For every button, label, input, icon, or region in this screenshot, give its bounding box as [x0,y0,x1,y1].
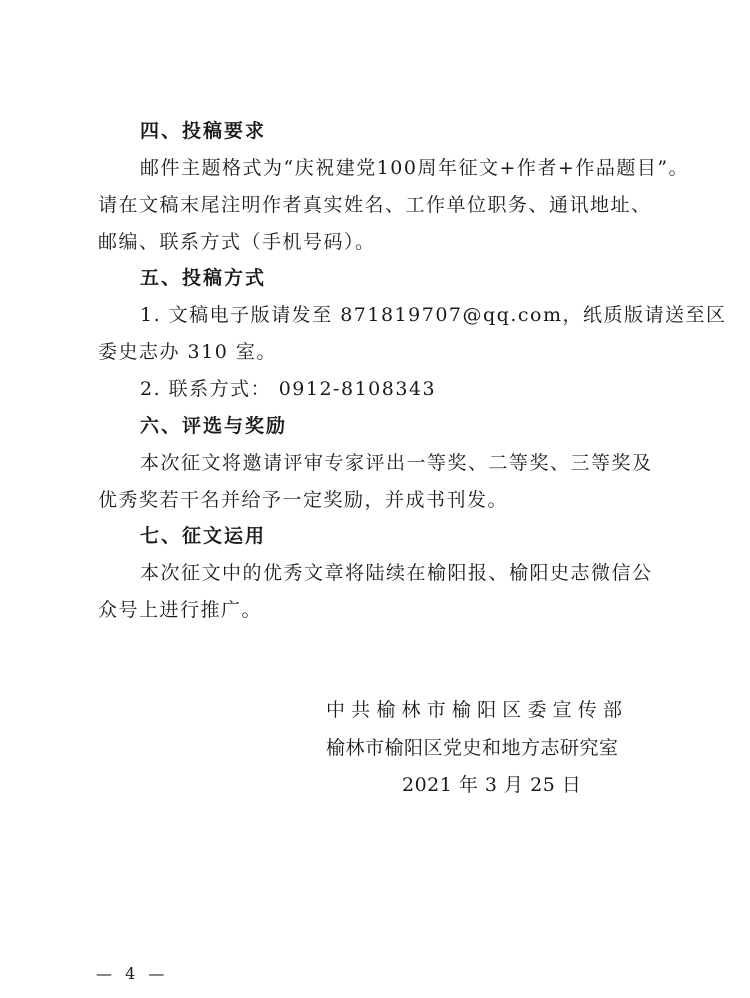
paragraph-line: 本次征文将邀请评审专家评出一等奖、二等奖、三等奖及 [140,452,653,474]
paragraph-line: 委史志办 310 室。 [98,341,277,363]
paragraph-line: 2. 联系方式： 0912-8108343 [140,378,437,400]
section-heading-selection-awards: 六、评选与奖励 [140,415,288,437]
paragraph-line: 邮件主题格式为“庆祝建党100周年征文+作者+作品题目”。 [140,157,690,179]
signature-date: 2021 年 3 月 25 日 [402,774,582,796]
section-heading-essay-usage: 七、征文运用 [140,525,267,547]
paragraph-line: 众号上进行推广。 [98,599,263,621]
section-heading-submission-requirements: 四、投稿要求 [140,120,267,142]
page-number: — 4 — [96,964,169,983]
paragraph-line: 请在文稿末尾注明作者真实姓名、工作单位职务、通讯地址、 [98,194,652,216]
paragraph-line: 邮编、联系方式（手机号码）。 [98,231,376,253]
paragraph-line: 1. 文稿电子版请发至 871819707@qq.com，纸质版请送至区 [140,304,727,326]
signature-organization-propaganda: 中共榆林市榆阳区委宣传部 [326,699,624,721]
paragraph-line: 本次征文中的优秀文章将陆续在榆阳报、榆阳史志微信公 [140,562,653,584]
signature-organization-history-office: 榆林市榆阳区党史和地方志研究室 [326,737,619,759]
paragraph-line: 优秀奖若干名并给予一定奖励，并成书刊发。 [98,489,509,511]
section-heading-submission-method: 五、投稿方式 [140,267,267,289]
